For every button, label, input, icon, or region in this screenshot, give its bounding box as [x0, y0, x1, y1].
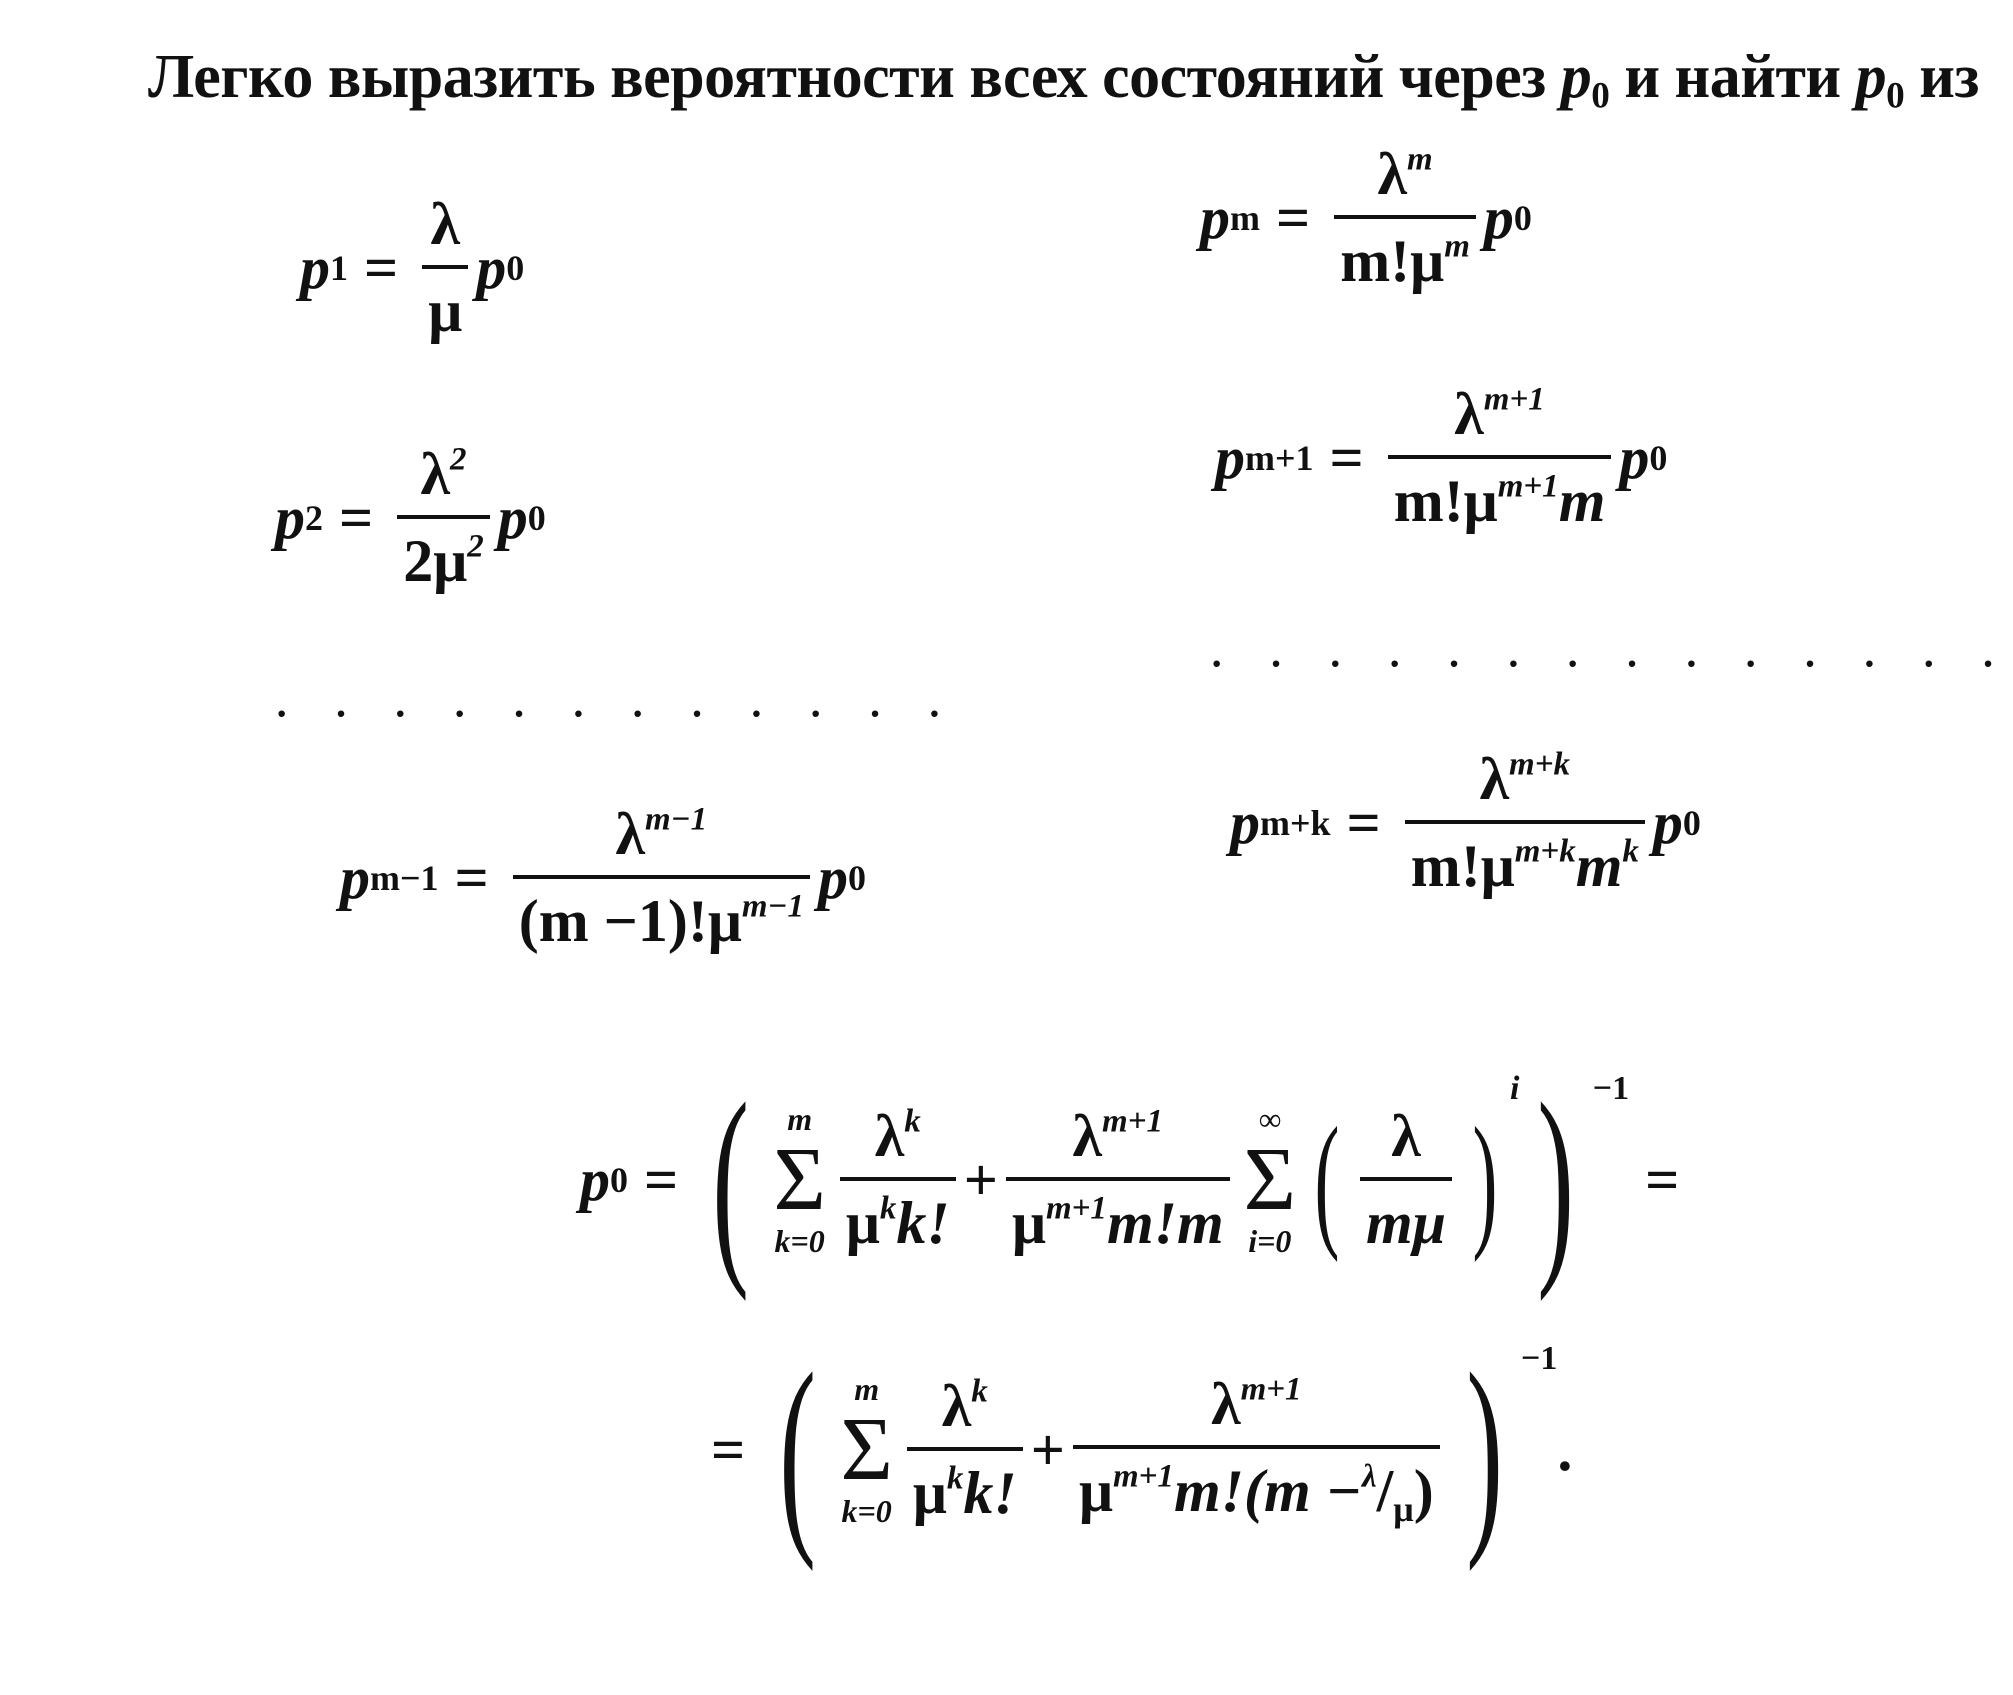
l2-frac1-num-sup: k: [971, 1373, 988, 1410]
p1-rhs: p: [476, 234, 507, 301]
pmk-num-sup: m+k: [1509, 746, 1571, 783]
pmp1-numerator: [1448, 380, 1550, 455]
pm1-lhs: p: [340, 844, 370, 911]
l1-frac1-den: [840, 1177, 956, 1258]
pmk-den-tail-sup: k: [1622, 833, 1639, 870]
p0-lhs-sub: 0: [610, 1160, 628, 1200]
inner-num: λ: [1391, 1103, 1421, 1169]
pmk-numerator: [1474, 745, 1576, 820]
pm-num-base: λ: [1377, 141, 1407, 207]
intro-text-after: из: [1904, 43, 1979, 111]
pm1-num-sup: m−1: [645, 801, 708, 838]
sigma-symbol-2: Σ: [1243, 1130, 1297, 1229]
pm-rhs-sub: 0: [1513, 198, 1532, 238]
l2-frac1-num: [936, 1372, 994, 1447]
pm-denominator: [1334, 215, 1476, 296]
pmk-fraction: [1405, 745, 1645, 901]
inner-power: i: [1509, 1070, 1520, 1107]
l2-sum: [840, 1373, 892, 1527]
sum1-bottom: k=0: [774, 1223, 825, 1259]
intro-text: [148, 42, 1979, 117]
pm-lhs-sub: m: [1230, 198, 1260, 238]
l2-left-paren: (: [779, 1328, 817, 1572]
sum1: [773, 1103, 825, 1257]
p1-lhs-sub: 1: [330, 248, 348, 288]
l2-frac1-den: [907, 1447, 1023, 1528]
slash-num: λ: [1361, 1458, 1377, 1495]
p2-num-sup: 2: [449, 441, 467, 478]
left-paren-inner: (: [1314, 1097, 1340, 1263]
pmk-den-sup: m+k: [1514, 833, 1576, 870]
formula-p2: [275, 440, 546, 596]
l1-frac1-den-sup: k: [879, 1190, 897, 1227]
pmk-denominator: [1405, 820, 1645, 901]
pm1-rhs-sub: 0: [848, 858, 867, 898]
pm1-fraction: [513, 800, 810, 956]
l2-right-paren: ): [1466, 1328, 1503, 1572]
p0-lhs: p: [580, 1146, 610, 1213]
p2-numerator: [414, 440, 472, 515]
l2-frac2-den-sup: m+1: [1112, 1458, 1174, 1495]
p1-equals: =: [364, 234, 399, 301]
formula-pm: [1200, 140, 1532, 296]
formula-pm-plus-1: [1215, 380, 1667, 536]
pmp1-denominator: [1388, 455, 1612, 536]
pmk-rhs: p: [1652, 789, 1683, 856]
l1-frac1-num-base: λ: [874, 1103, 905, 1169]
pm1-denominator: [513, 875, 810, 956]
l1-frac2: [1006, 1102, 1230, 1258]
sum1-top: m: [787, 1101, 813, 1137]
p2-lhs-sub: 2: [305, 498, 323, 538]
p2-rhs: p: [497, 484, 528, 551]
pmk-den-base: m!μ: [1410, 833, 1515, 899]
plus-sign: +: [963, 1146, 998, 1213]
pmk-num-base: λ: [1479, 746, 1510, 812]
l1-frac2-num: [1067, 1102, 1169, 1177]
p2-fraction: [397, 440, 490, 596]
pmp1-num-sup: m+1: [1483, 381, 1545, 418]
pm-rhs: p: [1483, 184, 1514, 251]
pm1-lhs-sub: m−1: [370, 858, 439, 898]
pm-den-base: m!μ: [1340, 228, 1445, 294]
l2-frac1-den-tail: k!: [963, 1460, 1017, 1526]
sum2: [1244, 1103, 1296, 1257]
l1-inner-frac: [1360, 1102, 1452, 1258]
pmk-equals: =: [1346, 789, 1381, 856]
pm-numerator: [1371, 140, 1438, 215]
l2-plus-sign: +: [1030, 1416, 1065, 1483]
sum2-top: ∞: [1258, 1101, 1282, 1137]
l1-frac1-num-sup: k: [904, 1103, 921, 1140]
intro-text-before: Легко выразить вероятности всех состояний через: [148, 43, 1561, 111]
pm-equals: =: [1276, 184, 1311, 251]
inner-den-text: mμ: [1365, 1190, 1447, 1256]
pm1-num-base: λ: [615, 801, 646, 867]
intro-p-symbol-2: p: [1855, 43, 1887, 111]
p2-num-base: λ: [420, 441, 450, 507]
pm1-rhs: p: [818, 844, 849, 911]
formula-pm-plus-k: [1230, 745, 1701, 901]
sum2-bottom: i=0: [1248, 1223, 1292, 1259]
l2-frac2-num-base: λ: [1211, 1370, 1241, 1437]
right-paren-inner: ): [1472, 1097, 1498, 1263]
l2-frac2-den-base: μ: [1078, 1457, 1113, 1524]
p2-equals: =: [339, 484, 374, 551]
pm1-den-sup: m−1: [741, 888, 805, 925]
l2-frac1: [907, 1372, 1023, 1528]
l1-frac2-num-base: λ: [1072, 1103, 1103, 1169]
l2-frac1-den-sup: k: [946, 1460, 964, 1497]
l2-frac2-den-tail: m!(m −: [1173, 1457, 1362, 1524]
p2-lhs: p: [275, 484, 305, 551]
pmp1-rhs: p: [1619, 424, 1650, 491]
l2-sum-bottom: k=0: [841, 1493, 892, 1529]
sigma-symbol: Σ: [773, 1130, 826, 1229]
l2-sum-top: m: [854, 1371, 880, 1407]
line2-leading-equals: =: [711, 1416, 746, 1483]
pmp1-num-base: λ: [1454, 381, 1484, 447]
l2-sigma-symbol: Σ: [840, 1400, 893, 1499]
pm1-equals: =: [454, 844, 489, 911]
dots-right: · · · · · · · · · · · · · ·: [1210, 641, 2013, 686]
pmp1-den-sup: m+1: [1497, 468, 1559, 505]
l1-frac1-num: [869, 1102, 927, 1177]
formula-p0-line1: [580, 1058, 1695, 1302]
l1-frac1-den-tail: k!: [896, 1190, 950, 1256]
pmk-rhs-sub: 0: [1682, 803, 1701, 843]
formula-pm-minus-1: [340, 800, 866, 956]
intro-p-sub-2: 0: [1886, 75, 1905, 117]
p2-den-sup: 2: [467, 528, 484, 565]
pmp1-den-base: m!μ: [1393, 468, 1498, 534]
l2-frac1-num-base: λ: [941, 1373, 972, 1439]
dots-left: · · · · · · · · · · · ·: [275, 691, 960, 736]
pm-num-sup: m: [1406, 141, 1433, 178]
intro-p-symbol: p: [1560, 43, 1592, 111]
pmp1-equals: =: [1329, 424, 1364, 491]
inner-den: [1360, 1177, 1452, 1258]
outer-power: −1: [1592, 1070, 1630, 1107]
p1-lhs: p: [300, 234, 330, 301]
formula-p0-line2: [695, 1328, 1573, 1572]
l1-frac2-den-base: μ: [1011, 1190, 1046, 1256]
pmk-den-tail: m: [1575, 833, 1623, 899]
p1-fraction: [422, 190, 468, 346]
p0-equals: =: [644, 1146, 679, 1213]
pmp1-den-tail: m: [1558, 468, 1606, 534]
l1-frac1: [840, 1102, 956, 1258]
l2-frac2-num: [1205, 1370, 1307, 1445]
pmk-lhs-sub: m+k: [1260, 803, 1331, 843]
l1-frac1-den-base: μ: [845, 1190, 880, 1256]
pmp1-lhs-sub: m+1: [1245, 438, 1314, 478]
pm-den-sup: m: [1444, 228, 1470, 265]
l2-frac2-num-sup: m+1: [1240, 1371, 1302, 1408]
p1-rhs-sub: 0: [506, 248, 525, 288]
pm1-den-base: (m −1)!μ: [518, 888, 742, 954]
p2-denominator: [397, 515, 490, 596]
p1-denominator: μ: [422, 265, 468, 346]
pmp1-fraction: [1388, 380, 1612, 536]
line1-trailing-equals: =: [1645, 1146, 1680, 1213]
right-paren-outer: ): [1537, 1058, 1575, 1302]
pmp1-lhs: p: [1215, 424, 1245, 491]
pm1-numerator: [610, 800, 714, 875]
l1-frac2-num-sup: m+1: [1102, 1103, 1164, 1140]
l1-frac2-den: [1006, 1177, 1230, 1258]
p2-den-base: 2μ: [403, 528, 468, 594]
intro-p-sub: 0: [1591, 75, 1610, 117]
l2-close-paren: ): [1413, 1457, 1434, 1524]
formula-p1: [300, 190, 524, 346]
l2-frac2-den: $\mu^{m+1}m!(m -^\lambda/_\mu)$: [1073, 1445, 1440, 1530]
l2-frac2: [1073, 1370, 1440, 1530]
l1-frac2-den-sup: m+1: [1045, 1190, 1107, 1227]
pm-fraction: [1334, 140, 1476, 296]
l1-frac2-den-tail: m!m: [1106, 1190, 1224, 1256]
p2-rhs-sub: 0: [527, 498, 546, 538]
pmk-lhs: p: [1230, 789, 1260, 856]
l2-trailing-period: .: [1557, 1416, 1573, 1483]
pmp1-rhs-sub: 0: [1649, 438, 1668, 478]
l2-frac1-den-base: μ: [912, 1460, 947, 1526]
l2-outer-power: −1: [1520, 1340, 1558, 1377]
slash-den: μ: [1393, 1489, 1414, 1530]
pm-lhs: p: [1200, 184, 1230, 251]
p1-numerator: λ: [430, 191, 460, 257]
left-paren-outer: (: [712, 1058, 750, 1302]
intro-text-middle: и найти: [1609, 43, 1856, 111]
